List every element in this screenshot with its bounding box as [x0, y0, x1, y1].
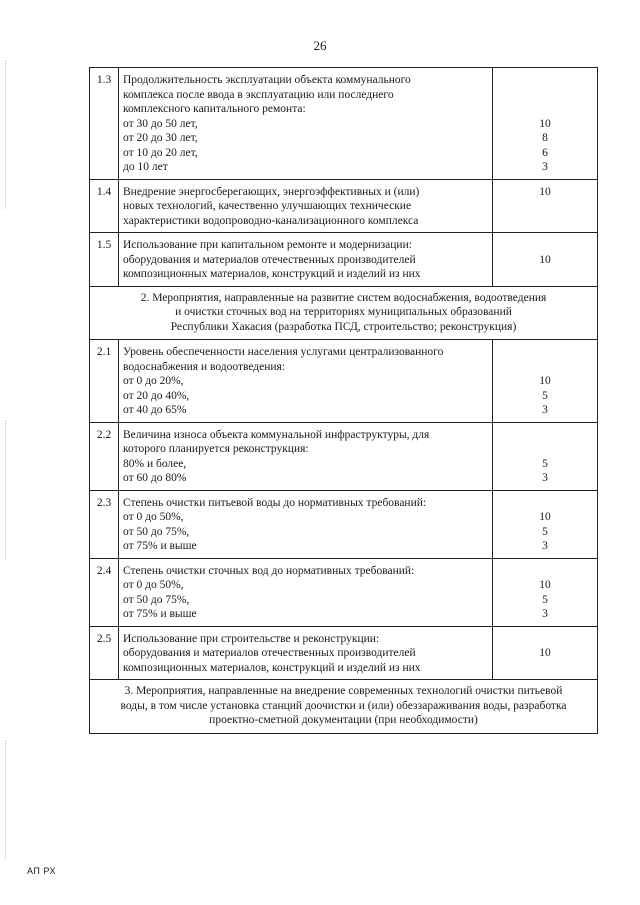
- score-spacer: [497, 267, 593, 282]
- description-line: характеристики водопроводно-канализационного комплекса: [123, 214, 419, 227]
- criterion-description: [119, 490, 493, 558]
- table-row: [90, 490, 598, 558]
- table-row: [90, 340, 598, 423]
- criterion-description: [119, 179, 493, 233]
- item-number: 1.4: [90, 179, 119, 233]
- score-value: 5: [542, 525, 548, 538]
- criterion-description: [119, 422, 493, 490]
- score-value: 10: [539, 647, 551, 659]
- score-cell: [493, 626, 598, 680]
- table-row: [90, 626, 598, 680]
- description-line: Степень очистки сточных вод до нормативных требований:: [123, 564, 415, 577]
- description-line: от 30 до 50 лет,: [123, 117, 198, 130]
- score-spacer: [497, 564, 593, 579]
- score-value: 3: [542, 540, 548, 552]
- description-line: оборудования и материалов отечественных производителей: [123, 647, 416, 659]
- score-spacer: [497, 102, 593, 117]
- section-heading-line: проектно-сметной документации (при необходимости): [209, 714, 478, 726]
- score-spacer: [497, 88, 593, 103]
- description-line: от 50 до 75%,: [123, 525, 190, 538]
- criteria-table: [89, 67, 598, 734]
- score-spacer: [497, 496, 593, 511]
- section-heading-line: 2. Мероприятия, направленные на развитие систем водоснабжения, водоотведения: [140, 291, 547, 304]
- score-value: 10: [539, 579, 551, 591]
- score-spacer: [497, 428, 593, 443]
- table-row: [90, 68, 598, 180]
- score-spacer: [497, 345, 593, 360]
- table-row: [90, 179, 598, 233]
- score-value: 3: [542, 608, 548, 620]
- section-heading-line: воды, в том числе установка станций доочистки и (или) обеззараживания воды, разработка: [120, 699, 567, 712]
- description-line: от 60 до 80%: [123, 472, 187, 484]
- score-spacer: [497, 360, 593, 375]
- table-row: [90, 422, 598, 490]
- description-line: от 20 до 30 лет,: [123, 132, 198, 144]
- criterion-description: [119, 558, 493, 626]
- section-heading-line: 3. Мероприятия, направленные на внедрение современных технологий очистки питьевой: [124, 685, 563, 697]
- description-line: от 40 до 65%: [123, 404, 187, 416]
- score-value: 3: [542, 472, 548, 484]
- footer-label: АП РХ: [27, 866, 56, 876]
- description-line: от 75% и выше: [123, 540, 197, 552]
- page-number: 26: [313, 38, 327, 53]
- description-line: Использование при строительстве и реконструкции:: [123, 632, 380, 645]
- description-line: от 50 до 75%,: [123, 593, 190, 606]
- score-cell: [493, 179, 598, 233]
- score-value: 10: [539, 185, 551, 198]
- description-line: от 75% и выше: [123, 608, 197, 620]
- score-spacer: [497, 632, 593, 647]
- description-line: новых технологий, качественно улучшающих технические: [123, 200, 412, 212]
- description-line: 80% и более,: [123, 457, 187, 470]
- table-row: [90, 233, 598, 287]
- scan-margin-mark: [5, 420, 7, 560]
- description-line: Внедрение энергосберегающих, энергоэффективных и (или): [123, 185, 420, 198]
- score-value: 5: [542, 389, 548, 402]
- description-line: Величина износа объекта коммунальной инфраструктуры, для: [123, 428, 430, 441]
- criterion-description: [119, 233, 493, 287]
- scan-margin-mark: [5, 740, 7, 860]
- score-value: 5: [542, 457, 548, 470]
- description-line: комплекса после ввода в эксплуатацию или последнего: [123, 88, 394, 101]
- item-number: 1.5: [90, 233, 119, 287]
- description-line: от 0 до 50%,: [123, 579, 184, 591]
- score-cell: [493, 558, 598, 626]
- score-value: 5: [542, 593, 548, 606]
- description-line: от 10 до 20 лет,: [123, 146, 198, 159]
- description-line: от 0 до 50%,: [123, 511, 184, 523]
- score-spacer: [497, 214, 593, 229]
- description-line: композиционных материалов, конструкций и изделий из них: [123, 661, 421, 674]
- score-value: 10: [539, 511, 551, 523]
- score-spacer: [497, 661, 593, 676]
- score-value: 3: [542, 161, 548, 173]
- item-number: 2.1: [90, 340, 119, 423]
- section-heading-line: и очистки сточных вод на территориях муниципальных образований: [175, 306, 512, 318]
- score-cell: [493, 490, 598, 558]
- item-number: 2.4: [90, 558, 119, 626]
- item-number: 2.2: [90, 422, 119, 490]
- score-cell: [493, 422, 598, 490]
- score-cell: [493, 340, 598, 423]
- description-line: водоснабжения и водоотведения:: [123, 360, 286, 373]
- score-cell: [493, 233, 598, 287]
- criterion-description: [119, 626, 493, 680]
- description-line: композиционных материалов, конструкций и изделий из них: [123, 268, 421, 280]
- score-spacer: [497, 73, 593, 88]
- score-value: 10: [539, 375, 551, 387]
- description-line: комплексного капитального ремонта:: [123, 103, 306, 115]
- section-heading-line: Республики Хакасия (разработка ПСД, строительство; реконструкция): [170, 320, 517, 333]
- score-value: 10: [539, 117, 551, 130]
- score-spacer: [497, 238, 593, 253]
- description-line: которого планируется реконструкция:: [123, 443, 309, 455]
- description-line: от 0 до 20%,: [123, 375, 184, 387]
- table-row: [90, 558, 598, 626]
- description-line: от 20 до 40%,: [123, 389, 190, 402]
- description-line: Уровень обеспеченности населения услугами централизованного: [123, 346, 444, 358]
- item-number: 2.3: [90, 490, 119, 558]
- description-line: Использование при капитальном ремонте и модернизации:: [123, 239, 412, 251]
- score-value: 8: [542, 132, 548, 144]
- section-3-row: [90, 680, 598, 734]
- score-value: 3: [542, 404, 548, 416]
- item-number: 1.3: [90, 68, 119, 180]
- section-2-row: [90, 286, 598, 340]
- score-value: 10: [539, 253, 551, 266]
- score-value: 6: [542, 146, 548, 159]
- description-line: оборудования и материалов отечественных производителей: [123, 253, 416, 266]
- section-heading: [90, 680, 598, 734]
- score-cell: [493, 68, 598, 180]
- criterion-description: [119, 68, 493, 180]
- description-line: до 10 лет: [123, 161, 168, 173]
- section-heading: [90, 286, 598, 340]
- scan-margin-mark: [5, 60, 7, 210]
- criterion-description: [119, 340, 493, 423]
- score-spacer: [497, 199, 593, 214]
- item-number: 2.5: [90, 626, 119, 680]
- score-spacer: [497, 442, 593, 457]
- description-line: Степень очистки питьевой воды до нормативных требований:: [123, 496, 427, 509]
- description-line: Продолжительность эксплуатации объекта коммунального: [123, 74, 411, 86]
